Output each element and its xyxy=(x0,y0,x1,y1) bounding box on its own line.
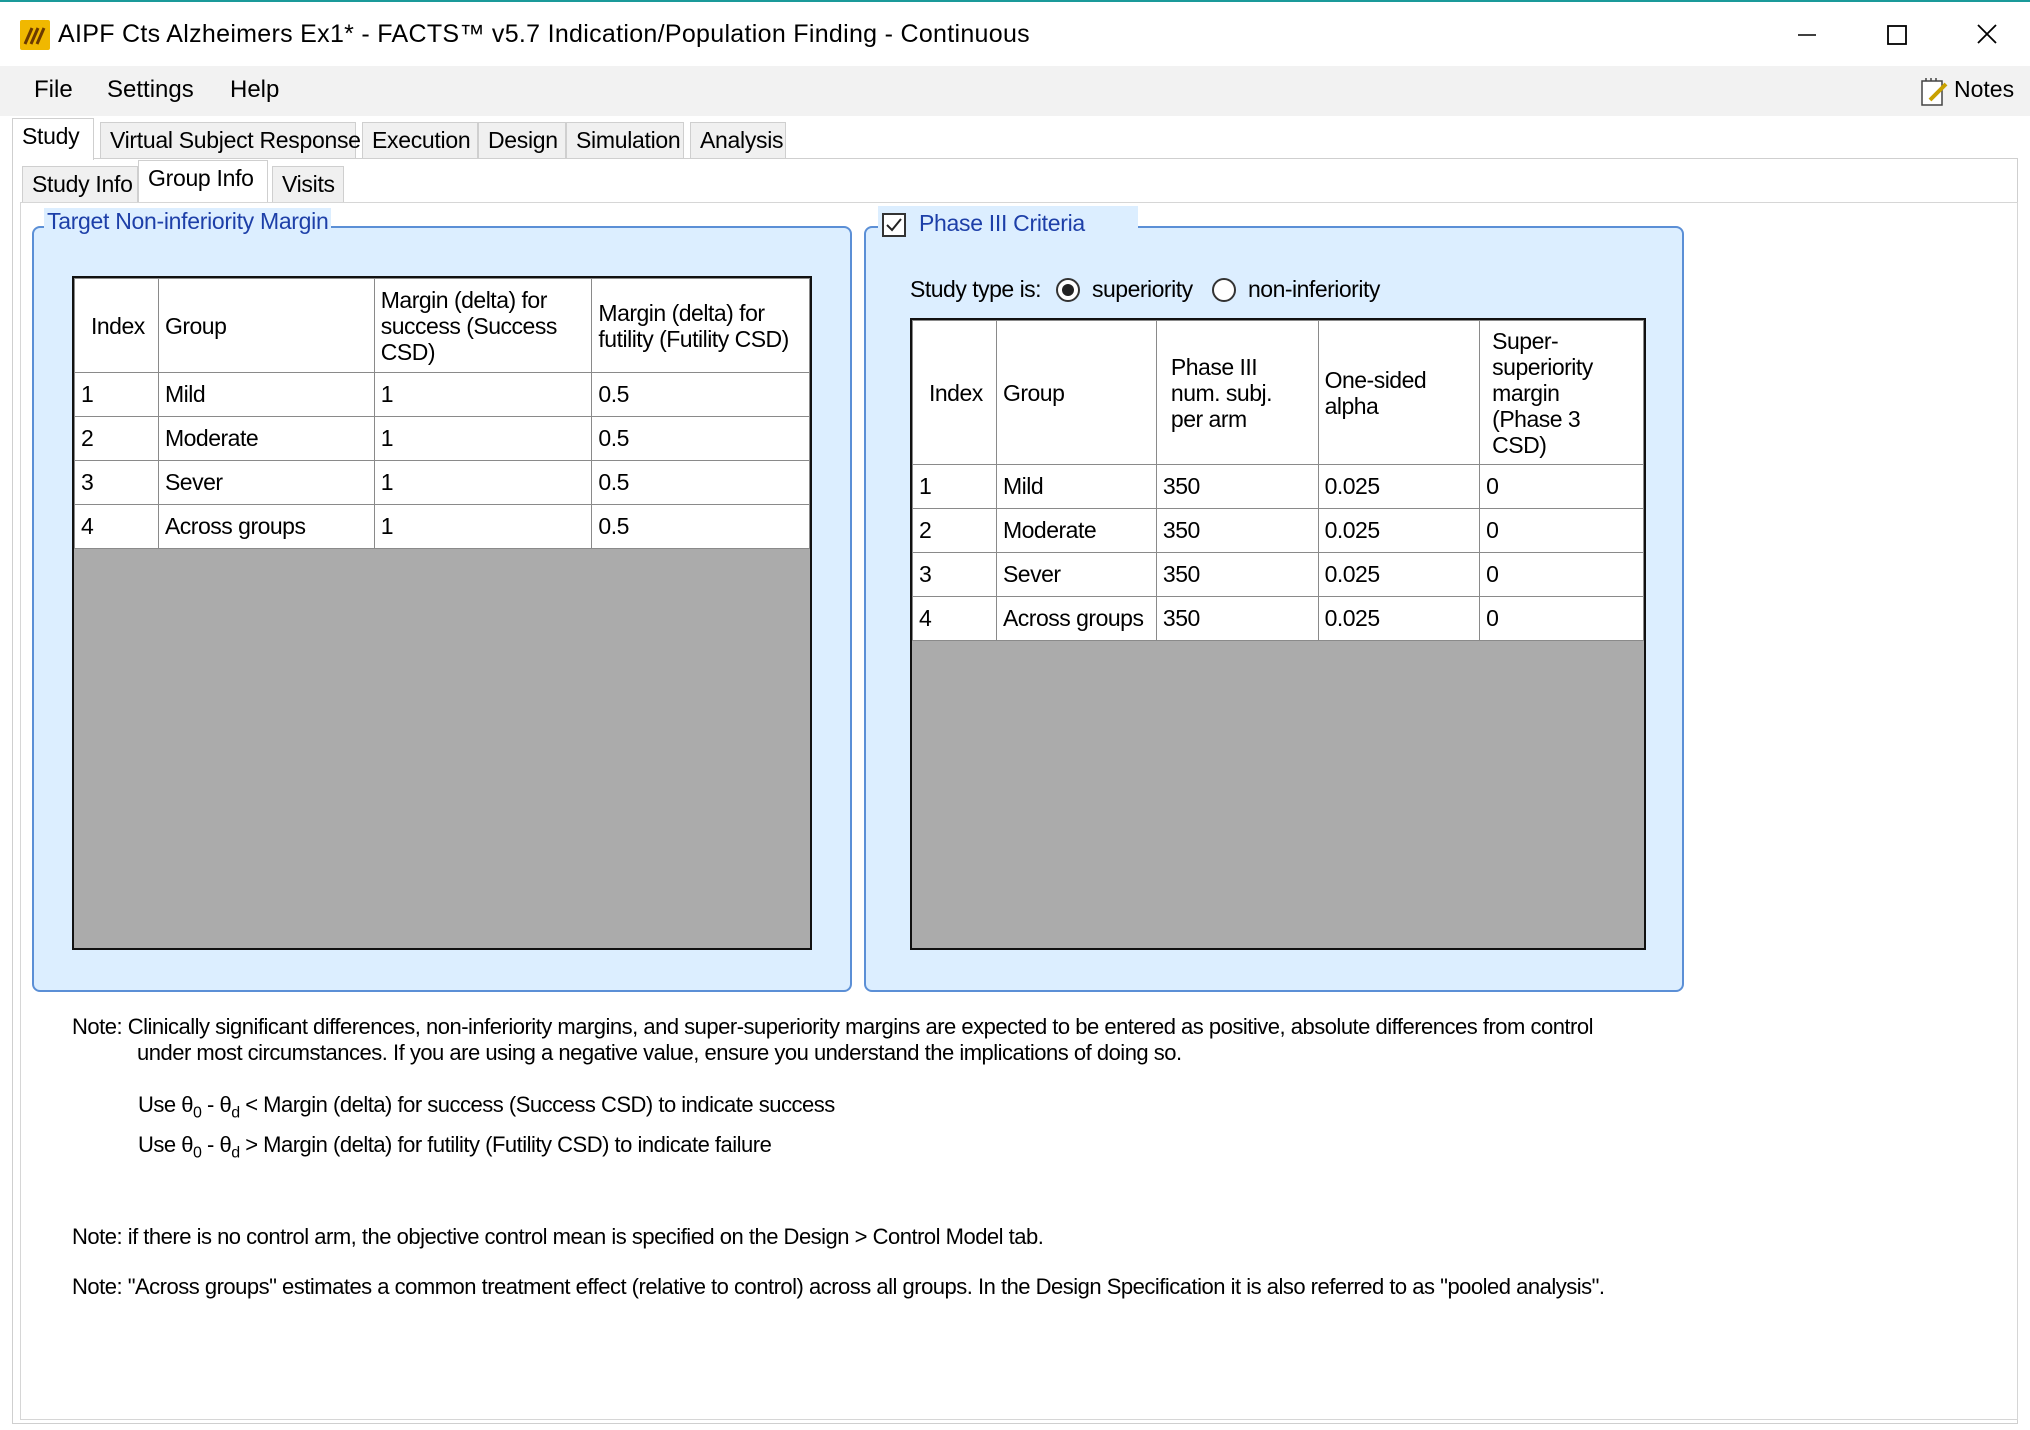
cell-futility-margin[interactable]: 0.5 xyxy=(592,373,810,417)
note-across-groups: Note: "Across groups" estimates a common treatment effect (relative to control) across all groups. In the Design Specification it is also referred to as "pooled analysis". xyxy=(72,1274,1605,1299)
cell-super-superiority-margin[interactable]: 0 xyxy=(1480,509,1644,553)
tab-design[interactable]: Design xyxy=(478,122,566,158)
col-header-index[interactable]: Index xyxy=(75,279,159,373)
noninferiority-label[interactable]: non-inferiority xyxy=(1248,276,1380,302)
menu-file[interactable]: File xyxy=(34,76,73,103)
maximize-button[interactable] xyxy=(1852,12,1942,58)
tab-simulation[interactable]: Simulation xyxy=(566,122,684,158)
checkmark-icon xyxy=(885,216,903,234)
note-control-arm: Note: if there is no control arm, the objective control mean is specified on the Design > Control Model tab. xyxy=(72,1224,1044,1249)
table-row[interactable] xyxy=(913,597,1644,641)
window-title: AIPF Cts Alzheimers Ex1* - FACTS™ v5.7 Indication/Population Finding - Continuous xyxy=(58,20,1030,48)
formula-minus: - θ xyxy=(201,1132,232,1157)
col-header-group[interactable]: Group xyxy=(158,279,374,373)
cell-super-superiority-margin[interactable]: 0 xyxy=(1480,553,1644,597)
tab-analysis[interactable]: Analysis xyxy=(690,122,786,158)
cell-group: Mild xyxy=(996,465,1156,509)
note-csd-line1: Note: Clinically significant differences, non-inferiority margins, and super-superiority margins are expected to be entered as positive, absolute differences from control xyxy=(72,1014,1593,1039)
cell-group: Sever xyxy=(158,461,374,505)
cell-index: 4 xyxy=(913,597,997,641)
cell-group: Mild xyxy=(158,373,374,417)
tab-study[interactable]: Study xyxy=(12,118,94,160)
subscript-d: d xyxy=(231,1104,240,1122)
cell-index: 3 xyxy=(913,553,997,597)
table-row[interactable] xyxy=(913,465,1644,509)
cell-index: 2 xyxy=(913,509,997,553)
formula-futility-suffix: > Margin (delta) for futility (Futility CSD) to indicate failure xyxy=(239,1132,772,1157)
phase3-grid[interactable] xyxy=(910,318,1646,950)
subscript-0: 0 xyxy=(192,1104,202,1122)
tab-visits[interactable]: Visits xyxy=(272,166,344,202)
superiority-label[interactable]: superiority xyxy=(1092,276,1193,302)
col-header-group[interactable]: Group xyxy=(996,321,1156,465)
cell-num-subjects[interactable]: 350 xyxy=(1156,553,1318,597)
close-button[interactable] xyxy=(1942,12,2030,58)
cell-group: Sever xyxy=(996,553,1156,597)
cell-index: 1 xyxy=(75,373,159,417)
minimize-button[interactable] xyxy=(1762,12,1852,58)
cell-super-superiority-margin[interactable]: 0 xyxy=(1480,465,1644,509)
phase3-title: Phase III Criteria xyxy=(919,210,1085,236)
subscript-0: 0 xyxy=(192,1144,202,1162)
table-row[interactable] xyxy=(75,417,810,461)
cell-alpha[interactable]: 0.025 xyxy=(1318,597,1480,641)
cell-index: 3 xyxy=(75,461,159,505)
menu-help[interactable]: Help xyxy=(230,76,280,103)
col-header-super-superiority-margin[interactable]: Super-superiority margin (Phase 3 CSD) xyxy=(1480,321,1644,465)
cell-group: Moderate xyxy=(158,417,374,461)
cell-success-margin[interactable]: 1 xyxy=(374,373,592,417)
noninferiority-grid[interactable] xyxy=(72,276,812,950)
tab-study-info[interactable]: Study Info xyxy=(22,166,138,202)
tab-group-info[interactable]: Group Info xyxy=(138,160,268,202)
cell-success-margin[interactable]: 1 xyxy=(374,417,592,461)
noninferiority-radio[interactable] xyxy=(1212,278,1236,302)
table-row[interactable] xyxy=(75,505,810,549)
subscript-d: d xyxy=(231,1144,240,1162)
formula-success xyxy=(138,1092,835,1122)
cell-group: Across groups xyxy=(158,505,374,549)
note-csd-line2: under most circumstances. If you are using a negative value, ensure you understand the implications of doing so. xyxy=(137,1040,1182,1065)
formula-success-suffix: < Margin (delta) for success (Success CSD) to indicate success xyxy=(239,1092,835,1117)
table-row[interactable] xyxy=(75,461,810,505)
cell-group: Across groups xyxy=(996,597,1156,641)
col-header-num-subjects[interactable]: Phase III num. subj. per arm xyxy=(1156,321,1318,465)
cell-index: 2 xyxy=(75,417,159,461)
formula-futility xyxy=(138,1132,771,1162)
table-row[interactable] xyxy=(913,553,1644,597)
phase3-checkbox[interactable] xyxy=(882,213,906,237)
notes-label: Notes xyxy=(1954,76,2015,102)
cell-futility-margin[interactable]: 0.5 xyxy=(592,461,810,505)
cell-alpha[interactable]: 0.025 xyxy=(1318,465,1480,509)
col-header-index[interactable]: Index xyxy=(913,321,997,465)
formula-minus: - θ xyxy=(201,1092,232,1117)
study-type-label: Study type is: xyxy=(910,276,1042,302)
cell-super-superiority-margin[interactable]: 0 xyxy=(1480,597,1644,641)
formula-success-prefix: Use θ xyxy=(138,1092,193,1117)
cell-alpha[interactable]: 0.025 xyxy=(1318,509,1480,553)
cell-index: 4 xyxy=(75,505,159,549)
cell-num-subjects[interactable]: 350 xyxy=(1156,597,1318,641)
col-header-success-margin[interactable]: Margin (delta) for success (Success CSD) xyxy=(374,279,592,373)
menu-bar xyxy=(0,66,2030,116)
formula-futility-prefix: Use θ xyxy=(138,1132,193,1157)
title-bar xyxy=(0,0,2030,66)
col-header-alpha[interactable]: One-sided alpha xyxy=(1318,321,1480,465)
cell-index: 1 xyxy=(913,465,997,509)
noninferiority-title: Target Non-inferiority Margin xyxy=(44,208,331,235)
cell-success-margin[interactable]: 1 xyxy=(374,461,592,505)
cell-success-margin[interactable]: 1 xyxy=(374,505,592,549)
tab-execution[interactable]: Execution xyxy=(362,122,478,158)
table-row[interactable] xyxy=(75,373,810,417)
cell-group: Moderate xyxy=(996,509,1156,553)
cell-num-subjects[interactable]: 350 xyxy=(1156,509,1318,553)
menu-settings[interactable]: Settings xyxy=(107,76,194,103)
cell-futility-margin[interactable]: 0.5 xyxy=(592,505,810,549)
cell-alpha[interactable]: 0.025 xyxy=(1318,553,1480,597)
table-row[interactable] xyxy=(913,509,1644,553)
notepad-icon xyxy=(1918,76,1950,114)
app-logo-icon xyxy=(20,20,50,50)
cell-num-subjects[interactable]: 350 xyxy=(1156,465,1318,509)
superiority-radio[interactable] xyxy=(1056,278,1080,302)
col-header-futility-margin[interactable]: Margin (delta) for futility (Futility CSD) xyxy=(592,279,810,373)
tab-virtual-subject-response[interactable]: Virtual Subject Response xyxy=(100,122,356,158)
cell-futility-margin[interactable]: 0.5 xyxy=(592,417,810,461)
